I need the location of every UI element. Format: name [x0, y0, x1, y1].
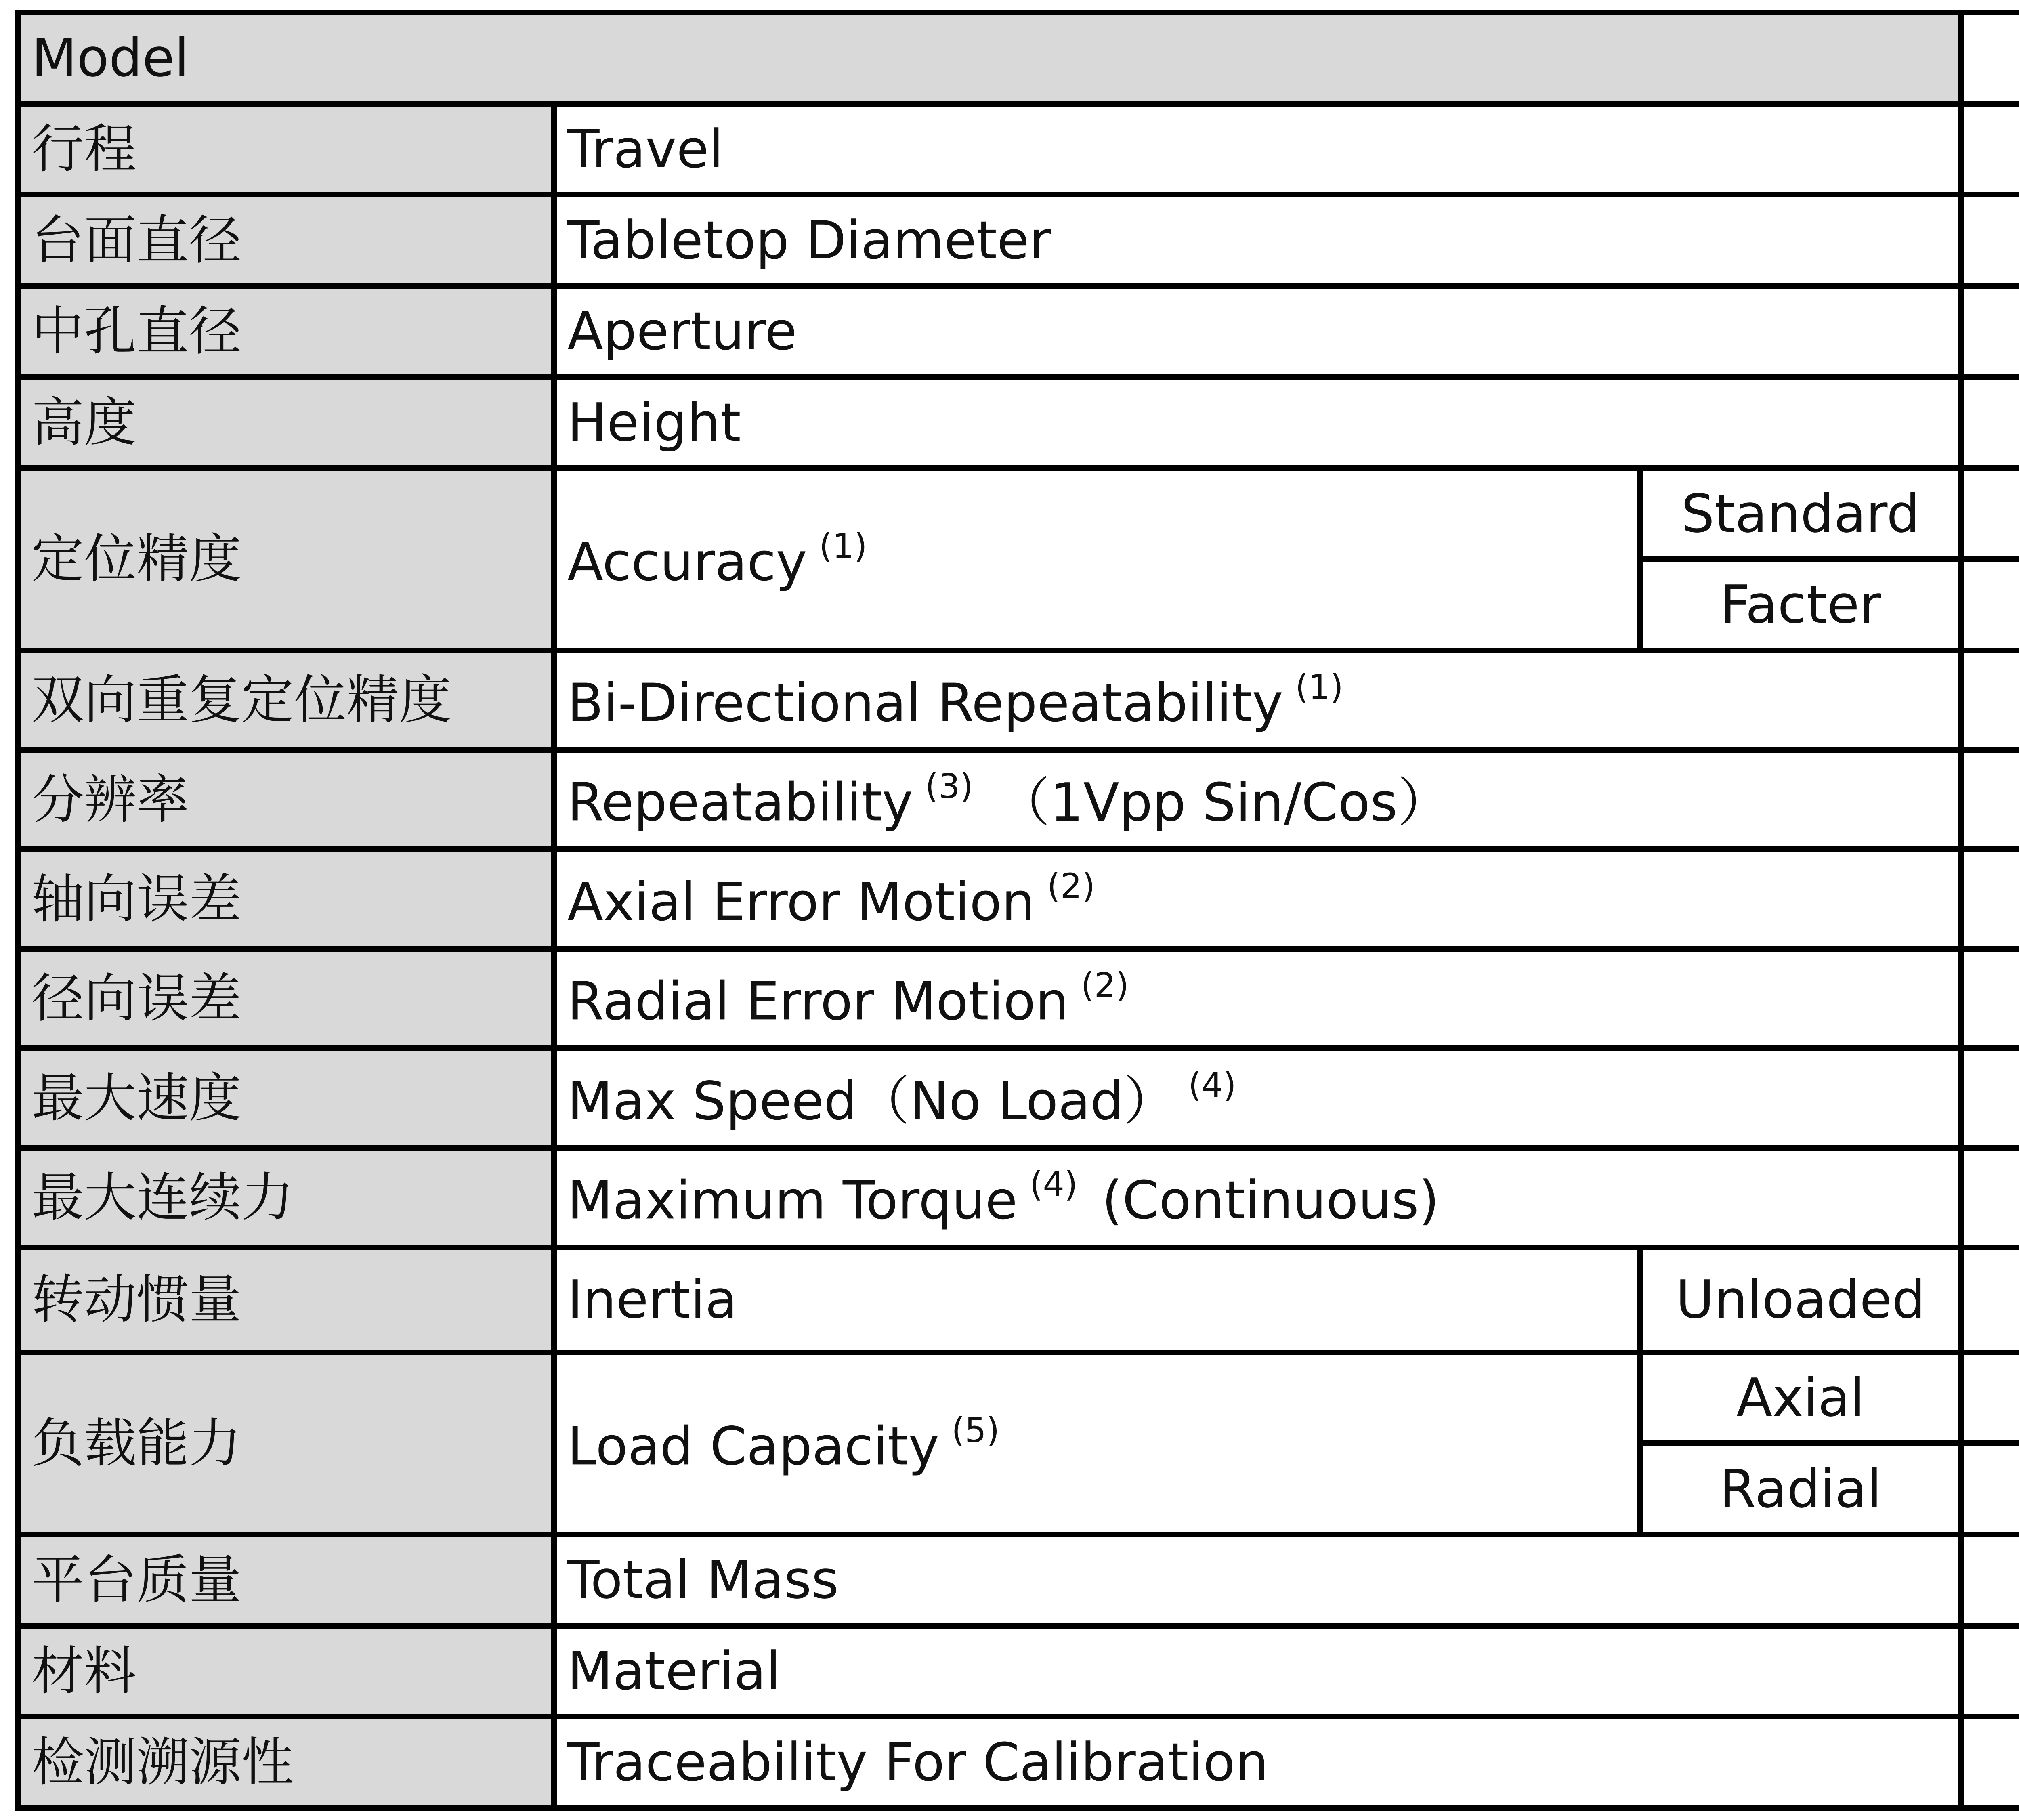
material-value: [1961, 1626, 2019, 1717]
height-zh: 高度: [18, 377, 554, 468]
load-en: Load Capacity: [567, 1415, 940, 1477]
traceability-value: [1961, 1717, 2019, 1808]
inertia-zh: 转动惯量: [18, 1247, 554, 1352]
max-torque-zh: 最大连续力: [18, 1148, 554, 1247]
material-zh: 材料: [18, 1626, 554, 1717]
radial-error-zh: 径向误差: [18, 949, 554, 1048]
axial-error-note: (2): [1047, 866, 1096, 906]
aperture-zh: 中孔直径: [18, 286, 554, 377]
travel-en: Travel: [554, 104, 1961, 195]
accuracy-facter-label: Facter: [1640, 559, 1961, 651]
radial-error-value: [1961, 949, 2019, 1048]
row-travel: [18, 104, 2019, 195]
resolution-zh: 分辨率: [18, 750, 554, 849]
row-model: [18, 13, 2019, 104]
row-load-axial: [18, 1352, 2019, 1444]
radial-error-en: Radial Error Motion: [567, 970, 1069, 1032]
max-speed-value: [1961, 1048, 2019, 1148]
height-en: Height: [554, 377, 1961, 468]
load-zh: 负载能力: [18, 1352, 554, 1535]
accuracy-standard-value: [1961, 468, 2019, 559]
bidir-en-cell: [554, 651, 1961, 750]
row-resolution: [18, 750, 2019, 849]
load-note: (5): [951, 1410, 1000, 1450]
max-torque-value: [1961, 1148, 2019, 1247]
row-accuracy-standard: [18, 468, 2019, 559]
resolution-en: Repeatability: [567, 771, 913, 833]
spec-table: [15, 10, 2019, 1811]
inertia-en: Inertia: [554, 1247, 1640, 1352]
aperture-value: [1961, 286, 2019, 377]
traceability-zh: 检测溯源性: [18, 1717, 554, 1808]
bidir-value: [1961, 651, 2019, 750]
row-height: [18, 377, 2019, 468]
max-torque-note: (4): [1029, 1165, 1078, 1205]
row-bidir: [18, 651, 2019, 750]
accuracy-en-cell: [554, 468, 1640, 650]
axial-error-en: Axial Error Motion: [567, 871, 1035, 933]
tabletop-value: [1961, 195, 2019, 286]
aperture-en: Aperture: [554, 286, 1961, 377]
load-radial-value: [1961, 1443, 2019, 1535]
load-radial-label: Radial: [1640, 1443, 1961, 1535]
max-speed-zh: 最大速度: [18, 1048, 554, 1148]
radial-error-note: (2): [1081, 966, 1129, 1006]
travel-zh: 行程: [18, 104, 554, 195]
travel-value: [1961, 104, 2019, 195]
axial-error-zh: 轴向误差: [18, 849, 554, 949]
height-value: [1961, 377, 2019, 468]
row-radial-error: [18, 949, 2019, 1048]
row-axial-error: [18, 849, 2019, 949]
resolution-value: [1961, 750, 2019, 849]
inertia-sub-label: Unloaded: [1640, 1247, 1961, 1352]
load-axial-label: Axial: [1640, 1352, 1961, 1444]
max-speed-en-cell: [554, 1048, 1961, 1148]
model-label: Model: [18, 13, 1961, 104]
mass-value: [1961, 1535, 2019, 1626]
accuracy-zh: 定位精度: [18, 468, 554, 650]
accuracy-standard-label: Standard: [1640, 468, 1961, 559]
accuracy-facter-value: [1961, 559, 2019, 651]
load-en-cell: [554, 1352, 1640, 1535]
max-speed-en: Max Speed（No Load）: [567, 1070, 1176, 1132]
row-tabletop: [18, 195, 2019, 286]
row-max-speed: [18, 1048, 2019, 1148]
max-torque-extra: (Continuous): [1102, 1169, 1440, 1231]
bidir-note: (1): [1295, 667, 1343, 707]
accuracy-note: (1): [819, 526, 867, 566]
tabletop-en: Tabletop Diameter: [554, 195, 1961, 286]
axial-error-en-cell: [554, 849, 1961, 949]
axial-error-value: [1961, 849, 2019, 949]
bidir-en: Bi-Directional Repeatability: [567, 672, 1283, 734]
accuracy-en: Accuracy: [567, 531, 807, 593]
inertia-value-cell: [1961, 1247, 2019, 1352]
mass-en: Total Mass: [554, 1535, 1961, 1626]
row-max-torque: [18, 1148, 2019, 1247]
max-torque-en-cell: [554, 1148, 1961, 1247]
resolution-en-cell: [554, 750, 1961, 849]
max-speed-note: (4): [1188, 1065, 1236, 1105]
max-torque-en: Maximum Torque: [567, 1169, 1018, 1231]
row-material: [18, 1626, 2019, 1717]
traceability-en: Traceability For Calibration: [554, 1717, 1961, 1808]
bidir-zh: 双向重复定位精度: [18, 651, 554, 750]
tabletop-zh: 台面直径: [18, 195, 554, 286]
model-value: [1961, 13, 2019, 104]
row-traceability: [18, 1717, 2019, 1808]
load-axial-value: [1961, 1352, 2019, 1444]
resolution-note: (3): [925, 766, 974, 806]
mass-zh: 平台质量: [18, 1535, 554, 1626]
material-en: Material: [554, 1626, 1961, 1717]
row-aperture: [18, 286, 2019, 377]
row-mass: [18, 1535, 2019, 1626]
radial-error-en-cell: [554, 949, 1961, 1048]
resolution-extra: （1Vpp Sin/Cos）: [997, 771, 1450, 833]
row-inertia: [18, 1247, 2019, 1352]
